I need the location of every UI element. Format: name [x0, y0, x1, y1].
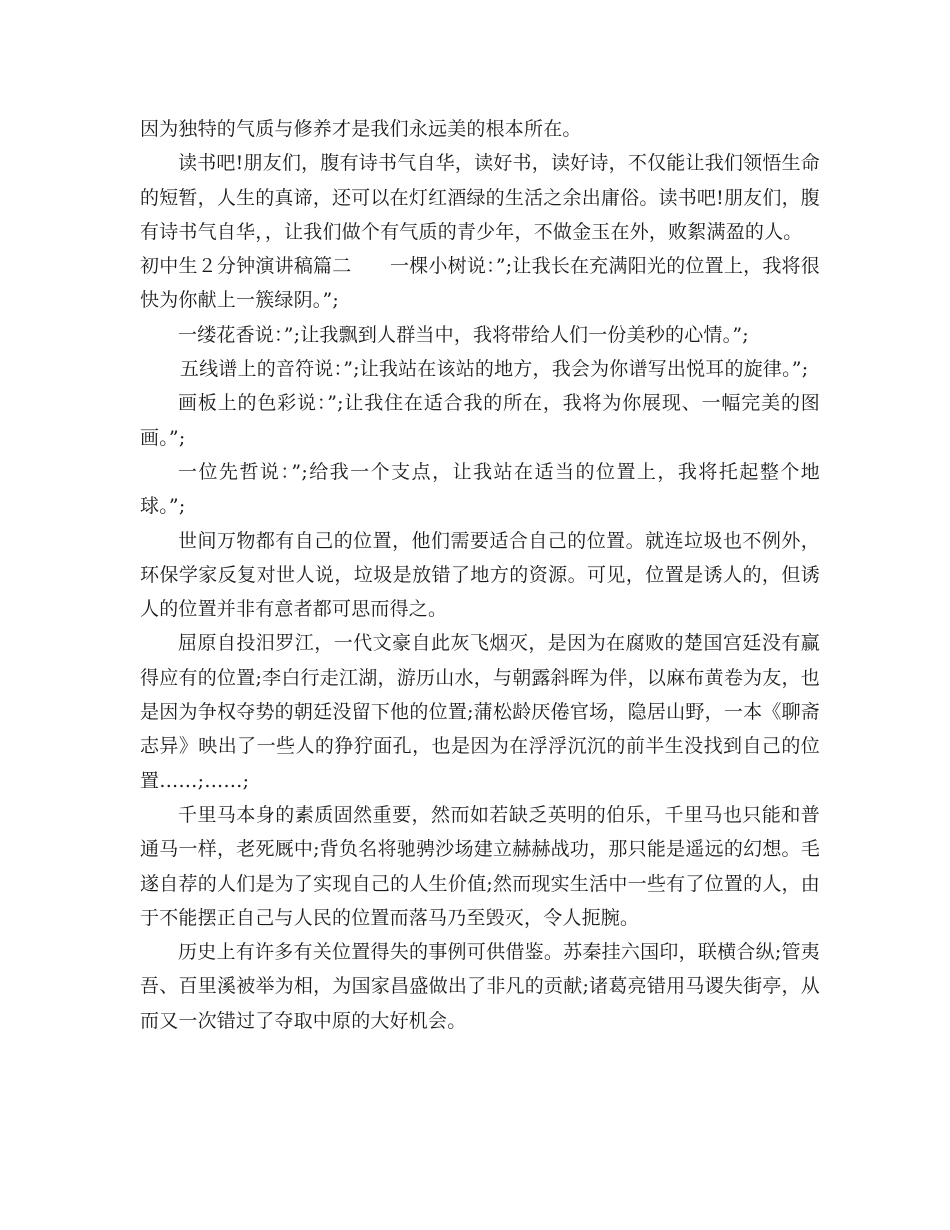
paragraph: 千里马本身的素质固然重要，然而如若缺乏英明的伯乐，千里马也只能和普通马一样，老死厩中;背负名将驰骋沙场建立赫赫战功，那只能是遥远的幻想。毛遂自荐的人们是为了实现自己的人生价值;然而现实生活中一些有了位置的人，由于不能摆正自己与人民的位置而落马乃至毁灭，令人扼腕。 [140, 803, 820, 929]
paragraph: 一缕花香说：”;让我飘到人群当中，我将带给人们一份美秒的心情。”; [178, 323, 749, 346]
paragraph: 读书吧!朋友们，腹有诗书气自华，读好书，读好诗，不仅能让我们领悟生命的短暂，人生的真谛，还可以在灯红酒绿的生活之余出庸俗。读书吧!朋友们，腹有诗书气自华，，让我们做个有气质的青少年，不做金玉在外，败絮满盈的人。 [140, 152, 820, 243]
paragraph: 屈原自投汨罗江，一代文豪自此灰飞烟灭，是因为在腐败的楚国宫廷没有赢得应有的位置;李白行走江湖，游历山水，与朝露斜晖为伴，以麻布黄卷为友，也是因为争权夺势的朝廷没留下他的位置;蒲松龄厌倦官场，隐居山野，一本《聊斋志异》映出了一些人的狰狞面孔，也是因为在浮浮沉沉的前半生没找到自己的位置……;……; [140, 632, 820, 792]
paragraph: 历史上有许多有关位置得失的事例可供借鉴。苏秦挂六国印，联横合纵;管夷吾、百里溪被举为相，为国家昌盛做出了非凡的贡献;诸葛亮错用马谡失街亭，从而又一次错过了夺取中原的大好机会。 [140, 941, 820, 1032]
paragraph: 一位先哲说：”;给我一个支点，让我站在适当的位置上，我将托起整个地球。”; [140, 460, 820, 518]
paragraph: 世间万物都有自己的位置，他们需要适合自己的位置。就连垃圾也不例外，环保学家反复对世人说，垃圾是放错了地方的资源。可见，位置是诱人的，但诱人的位置并非有意者都可思而得之。 [140, 529, 820, 621]
paragraph: 因为独特的气质与修养才是我们永远美的根本所在。 [140, 118, 582, 140]
document-body [140, 112, 820, 1038]
paragraph: 五线谱上的音符说：”;让我站在该站的地方，我会为你谱写出悦耳的旋律。”; [179, 358, 809, 381]
section-heading-paragraph: 初中生２分钟演讲稿篇二 一棵小树说：”;让我长在充满阳光的位置上，我将很快为你献上一簇绿阴。”; [140, 255, 820, 312]
paragraph: 画板上的色彩说：”;让我住在适合我的所在，我将为你展现、一幅完美的图画。”; [140, 392, 820, 449]
